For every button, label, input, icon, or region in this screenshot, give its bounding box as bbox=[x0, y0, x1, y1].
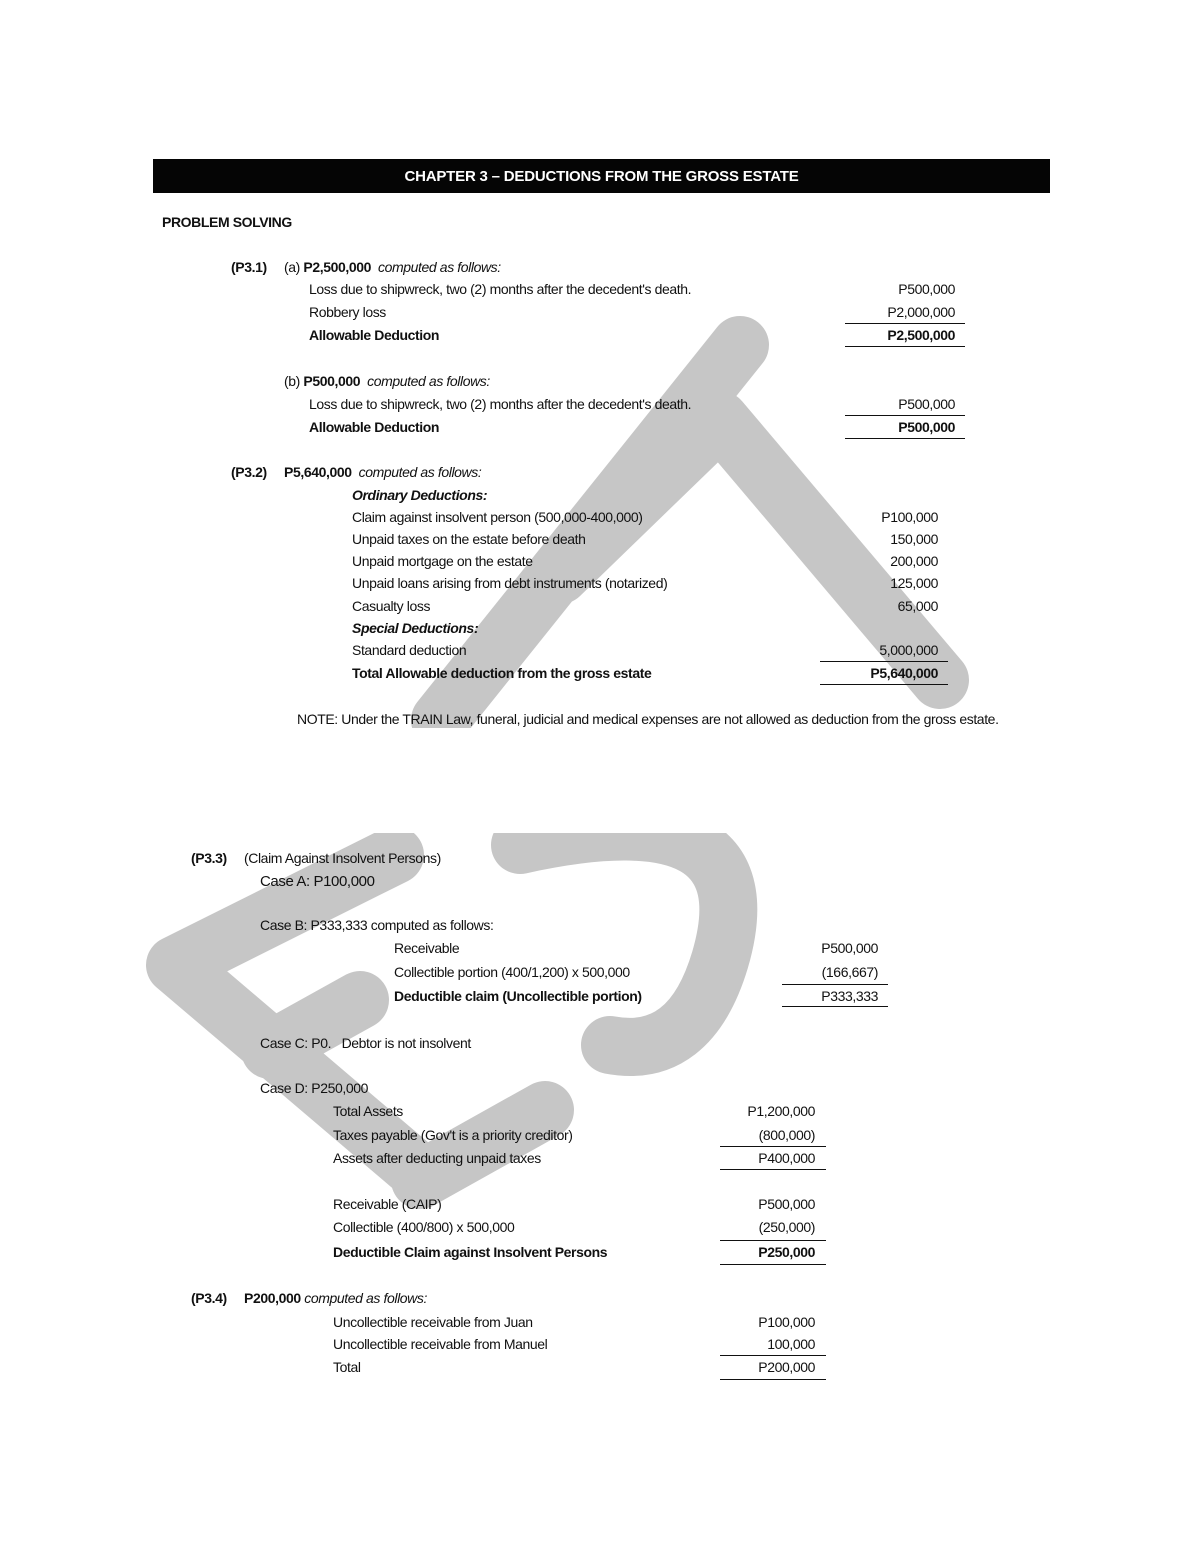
p33d-total-label: Deductible Claim against Insolvent Persons bbox=[333, 1244, 608, 1260]
p32-row-amount: 125,000 bbox=[890, 575, 938, 591]
p32-row-label: Standard deduction bbox=[352, 642, 467, 658]
p32-heading bbox=[284, 464, 481, 480]
p32-row-label: Casualty loss bbox=[352, 598, 431, 614]
rule-line bbox=[720, 1264, 826, 1265]
p31a-total-amount: P2,500,000 bbox=[887, 327, 955, 343]
p33b-row-amount: P500,000 bbox=[821, 940, 878, 956]
problem-label-p34: (P3.4) bbox=[191, 1290, 227, 1306]
p34-total-amount: P200,000 bbox=[758, 1359, 815, 1375]
p34-row-amount: P100,000 bbox=[758, 1314, 815, 1330]
p33-case-c-head: Case C: P0. bbox=[260, 1035, 332, 1051]
p33-title: (Claim Against Insolvent Persons) bbox=[244, 850, 441, 866]
p32-row-amount: 200,000 bbox=[890, 553, 938, 569]
problem-label-p33: (P3.3) bbox=[191, 850, 227, 866]
p32-row-amount: 65,000 bbox=[897, 598, 938, 614]
p34-heading bbox=[244, 1290, 427, 1306]
p32-row-label: Unpaid mortgage on the estate bbox=[352, 553, 533, 569]
p32-row-amount: P100,000 bbox=[881, 509, 938, 525]
p31b-row-label: Loss due to shipwreck, two (2) months after the decedent's death. bbox=[309, 396, 692, 412]
p32-note: NOTE: Under the TRAIN Law, funeral, judicial and medical expenses are not allowed as deduction from the gross estate. bbox=[297, 711, 999, 727]
p32-computed: computed as follows: bbox=[358, 464, 482, 480]
chapter-banner: CHAPTER 3 – DEDUCTIONS FROM THE GROSS ESTATE bbox=[153, 159, 1050, 193]
p33d-subtotal-label: Assets after deducting unpaid taxes bbox=[333, 1150, 541, 1166]
rule-line bbox=[720, 1146, 826, 1147]
p33-case-b-computed: computed as follows: bbox=[370, 917, 494, 933]
p32-row-label: Claim against insolvent person (500,000-400,000) bbox=[352, 509, 643, 525]
rule-line bbox=[820, 684, 948, 685]
p31a-heading bbox=[284, 259, 501, 275]
p33-case-d-head: Case D: P250,000 bbox=[260, 1080, 369, 1096]
p33d-row-amount: (250,000) bbox=[758, 1219, 815, 1235]
p31a-row-label: Loss due to shipwreck, two (2) months after the decedent's death. bbox=[309, 281, 692, 297]
p33d-row-label: Receivable (CAIP) bbox=[333, 1196, 442, 1212]
p33-case-b-head: Case B: P333,333 bbox=[260, 917, 368, 933]
p34-row-label: Uncollectible receivable from Manuel bbox=[333, 1336, 548, 1352]
p33d-row-label: Collectible (400/800) x 500,000 bbox=[333, 1219, 515, 1235]
p31a-answer: P2,500,000 bbox=[303, 259, 372, 275]
p34-total-label: Total bbox=[333, 1359, 361, 1375]
p33d-row-label: Total Assets bbox=[333, 1103, 403, 1119]
p33d-row-label: Taxes payable (Gov't is a priority creditor) bbox=[333, 1127, 573, 1143]
p33b-total-amount: P333,333 bbox=[821, 988, 878, 1004]
p31a-prefix: (a) bbox=[284, 259, 300, 275]
p32-answer: P5,640,000 bbox=[284, 464, 352, 480]
rule-line bbox=[820, 661, 948, 662]
rule-line bbox=[720, 1355, 826, 1356]
p33-case-a: Case A: P100,000 bbox=[260, 873, 375, 890]
p33d-row-amount: P500,000 bbox=[758, 1196, 815, 1212]
problem-label-p32: (P3.2) bbox=[231, 464, 267, 480]
p33b-total-label: Deductible claim (Uncollectible portion) bbox=[394, 988, 642, 1004]
p34-row-amount: 100,000 bbox=[767, 1336, 815, 1352]
rule-line bbox=[720, 1379, 826, 1380]
p32-row-label: Unpaid loans arising from debt instruments (notarized) bbox=[352, 575, 668, 591]
p32-row-label: Unpaid taxes on the estate before death bbox=[352, 531, 586, 547]
p31b-computed: computed as follows: bbox=[367, 373, 490, 389]
p33d-row-amount: P1,200,000 bbox=[747, 1103, 815, 1119]
p33b-row-amount: (166,667) bbox=[821, 964, 878, 980]
rule-line bbox=[845, 415, 965, 416]
section-heading: PROBLEM SOLVING bbox=[162, 214, 292, 230]
p33d-subtotal-amount: P400,000 bbox=[758, 1150, 815, 1166]
rule-line bbox=[845, 346, 965, 347]
p31b-heading bbox=[284, 373, 490, 389]
p33-case-c-note: Debtor is not insolvent bbox=[341, 1035, 471, 1051]
p33b-row-label: Receivable bbox=[394, 940, 460, 956]
p34-row-label: Uncollectible receivable from Juan bbox=[333, 1314, 533, 1330]
p33-case-c bbox=[260, 1035, 471, 1051]
p32-row-amount: 150,000 bbox=[890, 531, 938, 547]
p33d-row-amount: (800,000) bbox=[758, 1127, 815, 1143]
problem-label-p31: (P3.1) bbox=[231, 259, 267, 275]
p32-special-heading: Special Deductions: bbox=[352, 620, 479, 636]
rule-line bbox=[845, 323, 965, 324]
rule-line bbox=[782, 1006, 888, 1007]
p31a-row-amount: P500,000 bbox=[898, 281, 955, 297]
p31b-prefix: (b) bbox=[284, 373, 300, 389]
p31a-computed: computed as follows: bbox=[378, 259, 501, 275]
rule-line bbox=[782, 984, 888, 985]
p31a-row-amount: P2,000,000 bbox=[887, 304, 955, 320]
p31b-total-label: Allowable Deduction bbox=[309, 419, 440, 435]
rule-line bbox=[720, 1240, 826, 1241]
p33-case-b-heading bbox=[260, 917, 493, 933]
p31b-total-amount: P500,000 bbox=[898, 419, 955, 435]
p33d-total-amount: P250,000 bbox=[758, 1244, 815, 1260]
p32-row-amount: 5,000,000 bbox=[879, 642, 938, 658]
rule-line bbox=[845, 438, 965, 439]
p32-total-amount: P5,640,000 bbox=[870, 665, 938, 681]
p34-answer: P200,000 bbox=[244, 1290, 301, 1306]
p32-ordinary-heading: Ordinary Deductions: bbox=[352, 487, 488, 503]
p33b-row-label: Collectible portion (400/1,200) x 500,000 bbox=[394, 964, 630, 980]
p31b-row-amount: P500,000 bbox=[898, 396, 955, 412]
p34-computed: computed as follows: bbox=[304, 1290, 427, 1306]
rule-line bbox=[720, 1169, 826, 1170]
p32-total-label: Total Allowable deduction from the gross estate bbox=[352, 665, 652, 681]
p31a-row-label: Robbery loss bbox=[309, 304, 386, 320]
p31b-answer: P500,000 bbox=[303, 373, 361, 389]
p31a-total-label: Allowable Deduction bbox=[309, 327, 440, 343]
